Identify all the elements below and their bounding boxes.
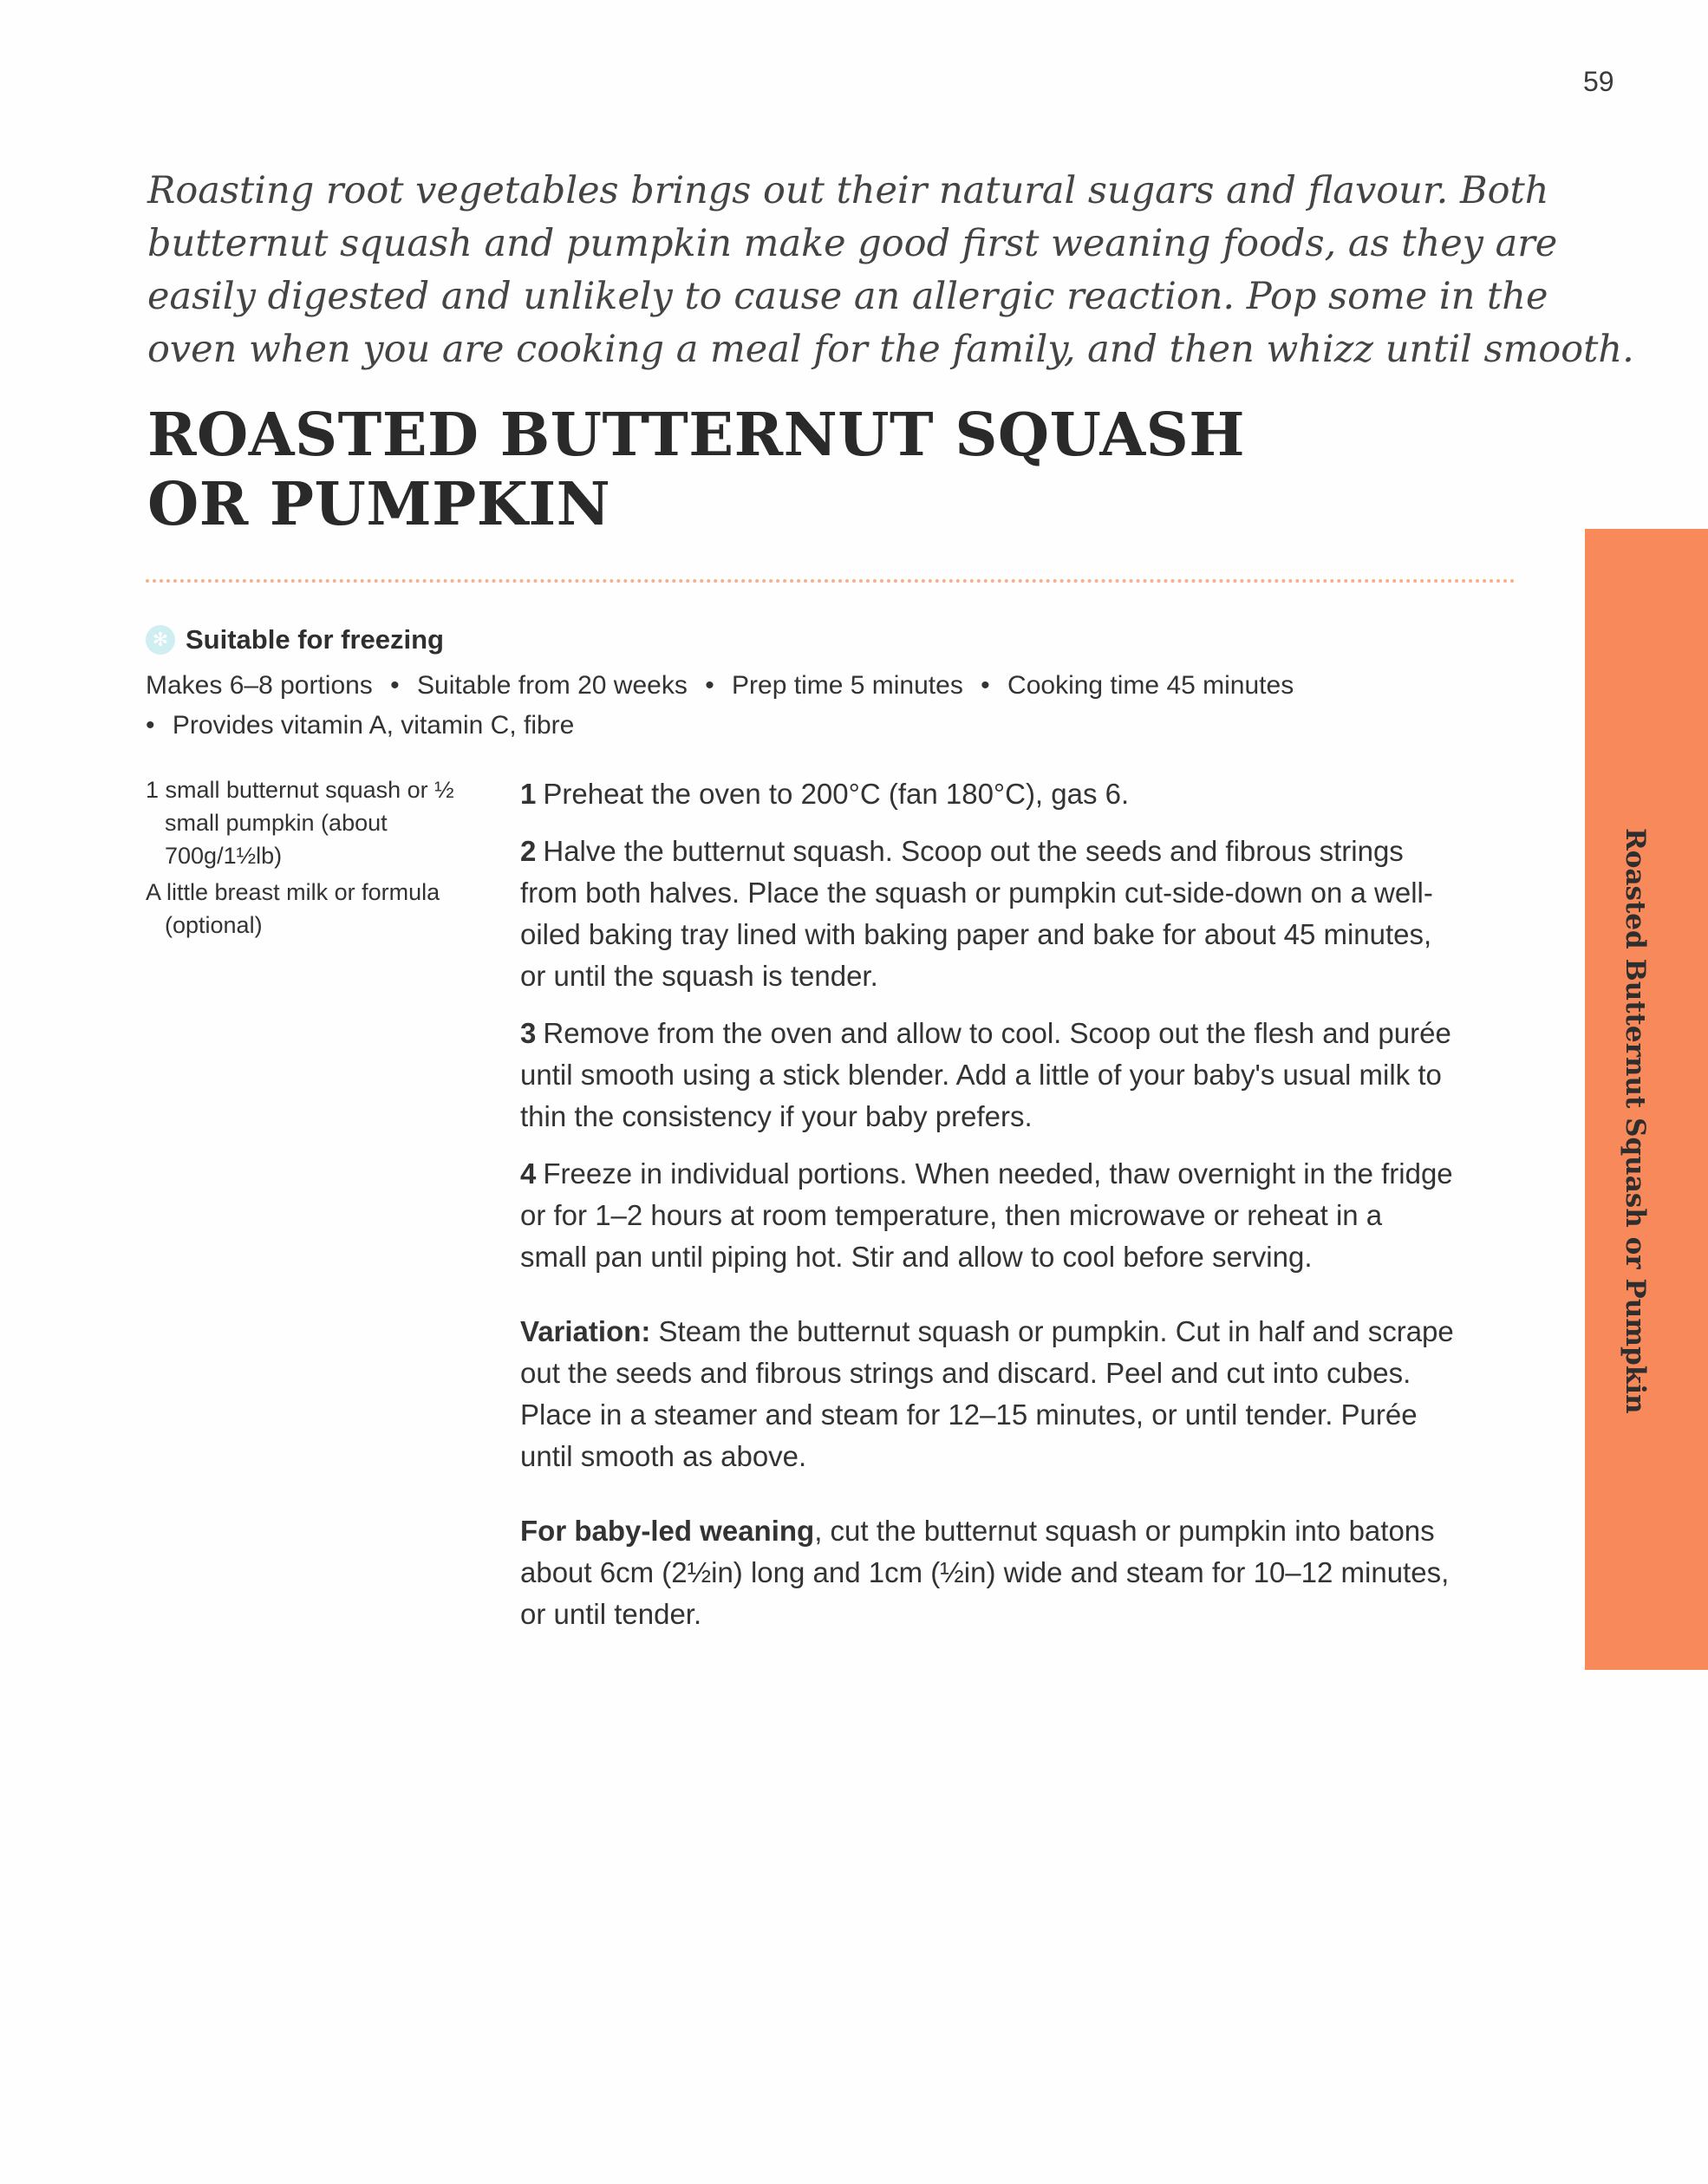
meta-bullet: • <box>146 711 155 740</box>
blw-label: For baby-led weaning <box>520 1515 815 1547</box>
ingredient-item: A little breast milk or formula (optional) <box>146 879 440 938</box>
step-text: Freeze in individual portions. When needed, thaw overnight in the fridge or for 1–2 hours at room temperature, then microwave or reheat in a small pan until piping hot. Stir and allow to cool before serving. <box>520 1157 1453 1273</box>
freezing-badge <box>146 624 444 655</box>
recipe-title <box>147 401 1245 539</box>
intro-line: oven when you are cooking a meal for the family, and then whizz until smooth. <box>147 328 1634 371</box>
variation-text: Steam the butternut squash or pumpkin. Cut in half and scrape out the seeds and fibrous strings and discard. Peel and cut into cubes. Place in a steamer and steam for 12–15 minutes, or until tender. Purée until smooth as above. <box>520 1315 1454 1472</box>
meta-portions: Makes 6–8 portions <box>146 671 373 700</box>
method-step <box>520 773 1457 815</box>
meta-cooking: Cooking time 45 minutes <box>1007 671 1294 700</box>
intro-line: Roasting root vegetables brings out their natural sugars and flavour. Both <box>147 169 1549 212</box>
meta-bullet: • <box>705 671 714 700</box>
snowflake-icon: ✻ <box>146 625 175 655</box>
step-number: 3 <box>520 1017 537 1049</box>
intro-text <box>147 165 1634 376</box>
meta-provides: Provides vitamin A, vitamin C, fibre <box>172 711 575 740</box>
step-number: 4 <box>520 1157 537 1190</box>
page-number: 59 <box>1583 66 1614 97</box>
variation-label: Variation: <box>520 1315 651 1347</box>
meta-suitable: Suitable from 20 weeks <box>417 671 688 700</box>
meta-prep: Prep time 5 minutes <box>732 671 963 700</box>
step-text: Preheat the oven to 200°C (fan 180°C), gas 6. <box>543 778 1130 810</box>
step-text: Remove from the oven and allow to cool. Scoop out the flesh and purée until smooth using a stick blender. Add a little of your baby's usual milk to thin the consistency if your baby prefers. <box>520 1017 1451 1132</box>
baby-led-weaning-note <box>520 1510 1457 1635</box>
step-text: Halve the butternut squash. Scoop out the seeds and fibrous strings from both halves. Place the squash or pumpkin cut-side-down on a well-oiled baking tray lined with baking paper and bake for about 45 minutes, or until the squash is tender. <box>520 835 1433 992</box>
ingredient-item: 1 small butternut squash or ½ small pumpkin (about 700g/1½lb) <box>146 777 454 869</box>
recipe-title-line: OR PUMPKIN <box>147 470 611 539</box>
variation-note <box>520 1311 1457 1477</box>
meta-bullet: • <box>981 671 990 700</box>
ingredients-list <box>146 773 484 945</box>
method-step <box>520 1153 1457 1278</box>
sidebar-label: Roasted Butternut Squash or Pumpkin <box>1620 828 1651 1414</box>
recipe-meta <box>146 666 1481 746</box>
method-step <box>520 831 1457 997</box>
intro-line: easily digested and unlikely to cause an allergic reaction. Pop some in the <box>147 275 1548 318</box>
freezing-label: Suitable for freezing <box>186 624 444 655</box>
method-step <box>520 1013 1457 1138</box>
method-section <box>520 773 1457 1651</box>
recipe-title-line: ROASTED BUTTERNUT SQUASH <box>147 401 1245 470</box>
intro-line: butternut squash and pumpkin make good first weaning foods, as they are <box>147 222 1558 265</box>
meta-bullet: • <box>390 671 400 700</box>
step-number: 2 <box>520 835 537 867</box>
dotted-divider <box>146 579 1516 583</box>
blw-text: , cut the butternut squash or pumpkin into batons about 6cm (2½in) long and 1cm (½in) wide and steam for 10–12 minutes, or until tender. <box>520 1515 1450 1630</box>
step-number: 1 <box>520 778 537 810</box>
